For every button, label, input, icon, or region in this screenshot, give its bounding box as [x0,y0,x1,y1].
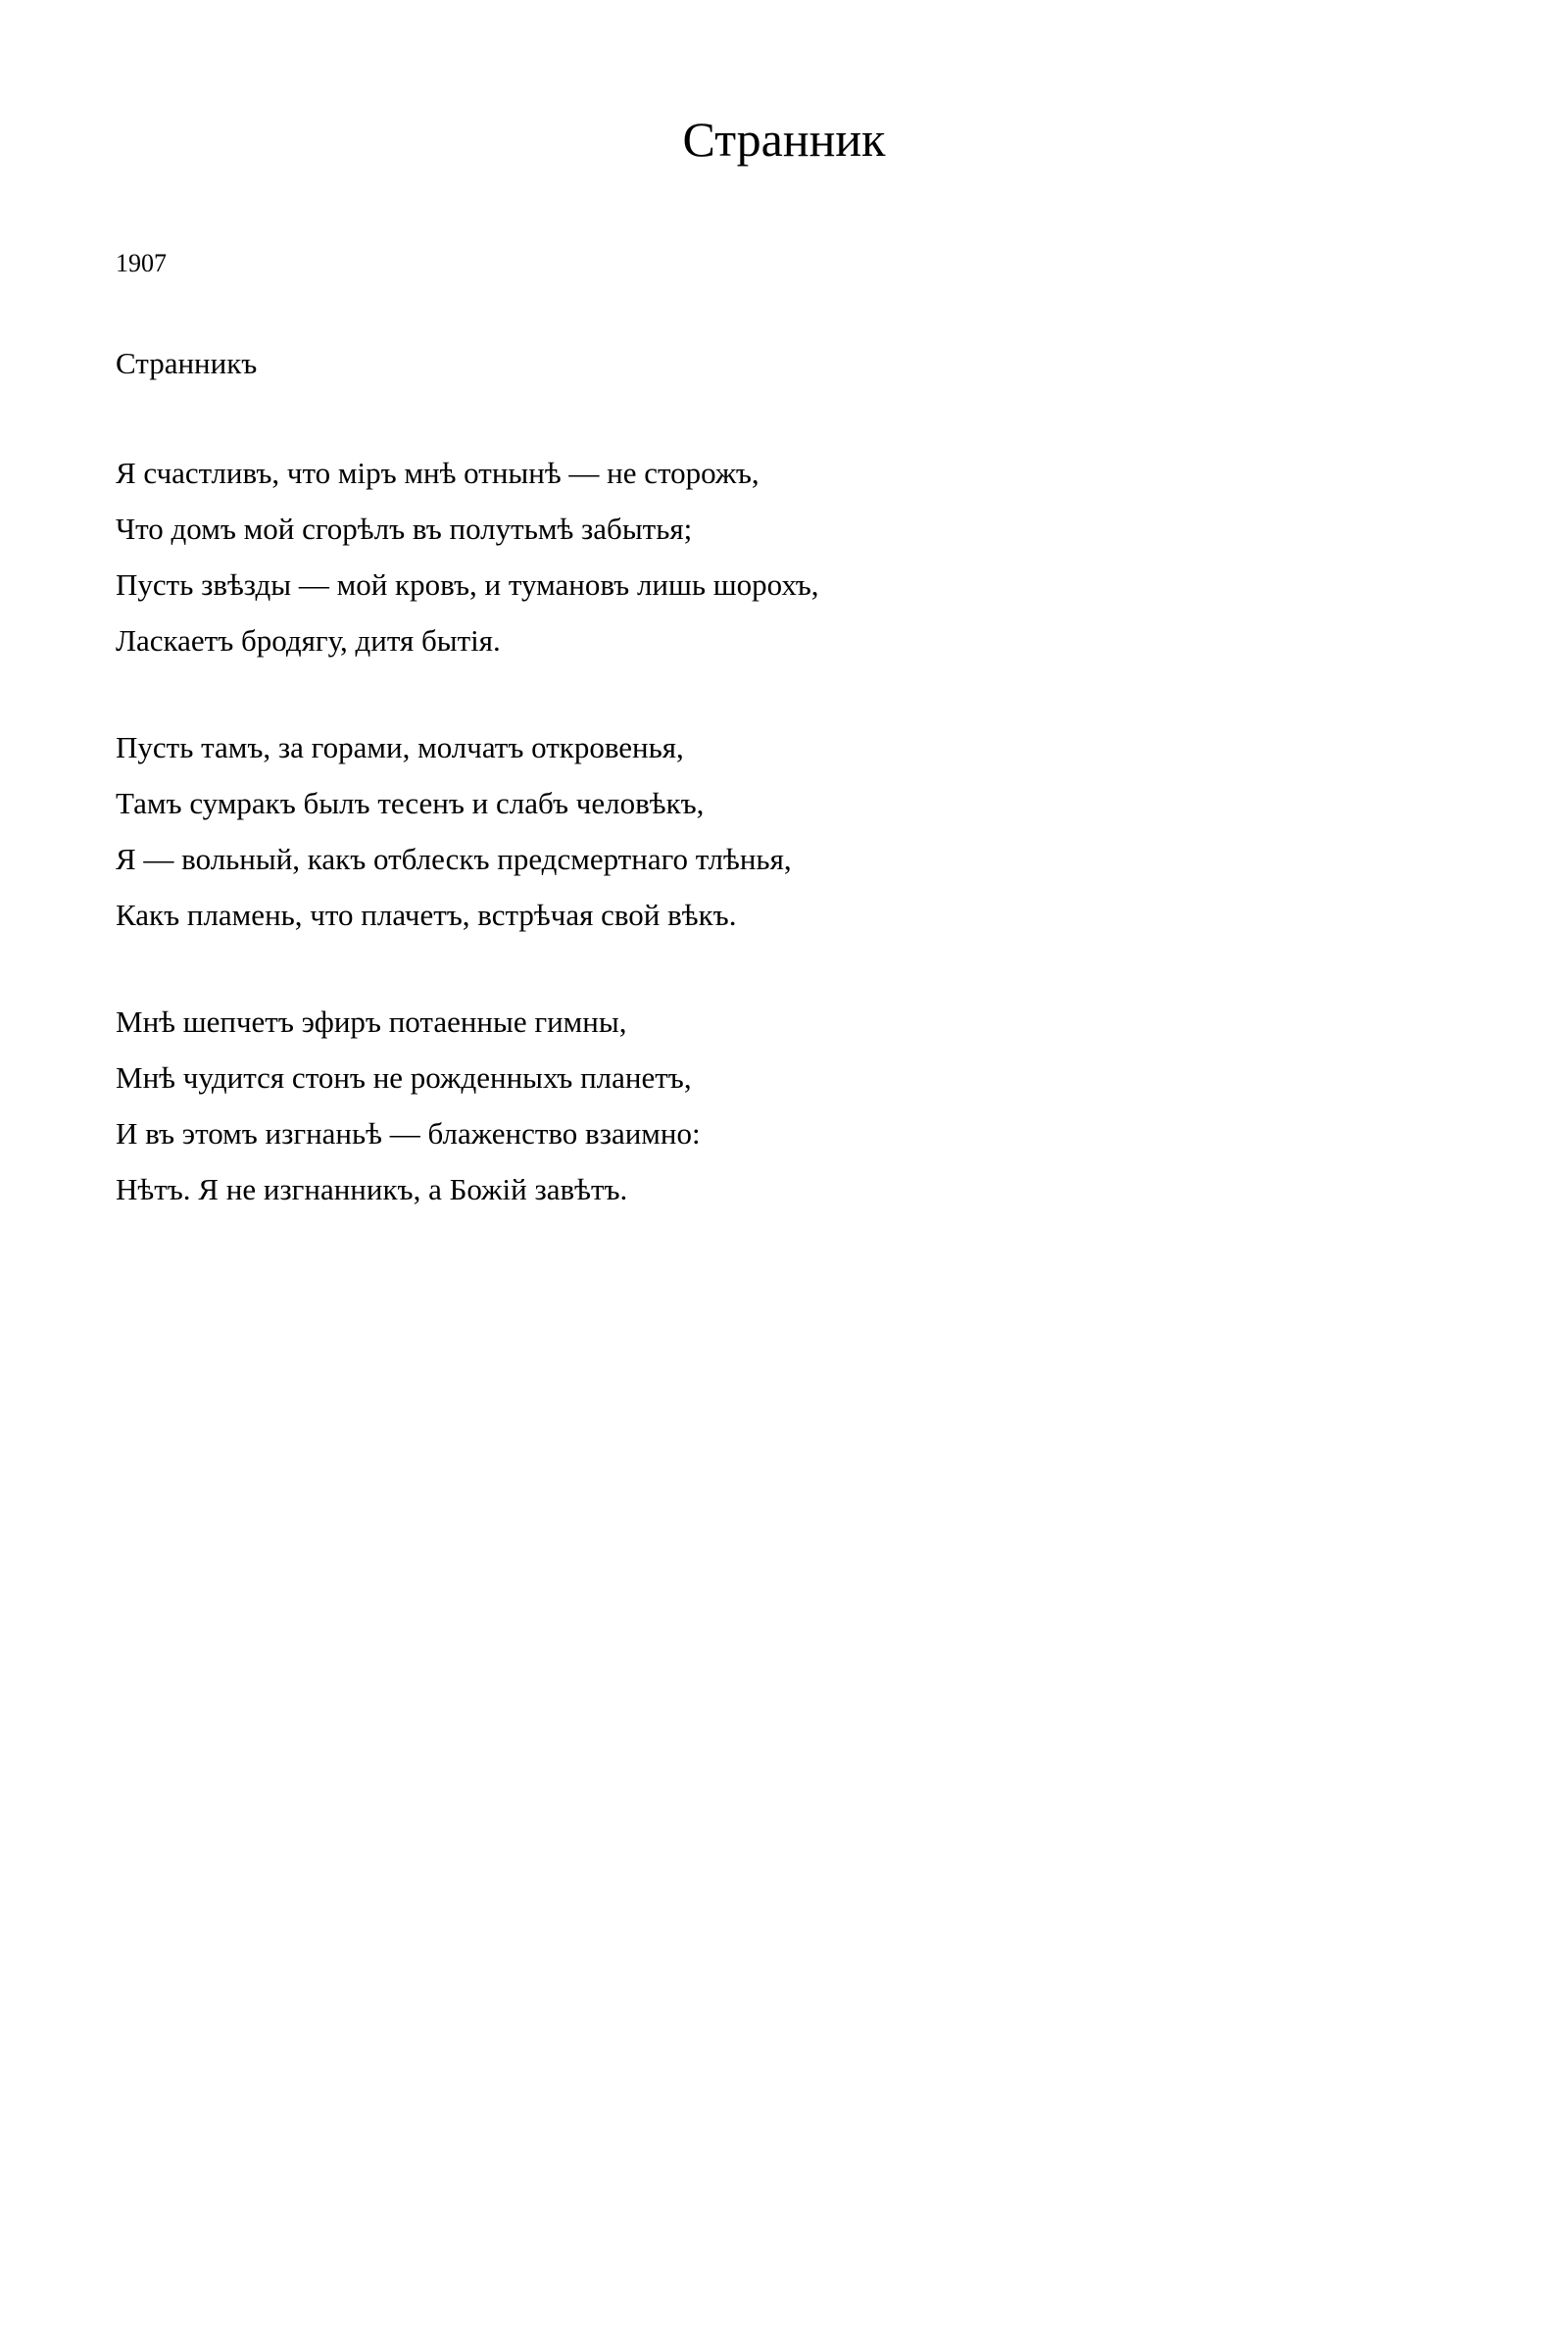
poem-line: И въ этомъ изгнаньѣ — блаженство взаимно: [116,1116,701,1151]
poem-line: Тамъ сумракъ былъ тесенъ и слабъ человѣкъ, [116,786,705,820]
poem-line: Пусть тамъ, за горами, молчатъ откровенья, [116,730,684,764]
stanza-2 [116,719,1480,943]
poem-line: Мнѣ чудится стонъ не рожденныхъ планетъ, [116,1060,692,1095]
poem-line: Ласкаетъ бродягу, дитя бытія. [116,623,501,658]
poem-line: Нѣтъ. Я не изгнанникъ, а Божій завѣтъ. [116,1172,628,1206]
page-title: Странник [682,112,886,167]
poem-line: Пусть звѣзды — мой кровъ, и тумановъ лишь шорохъ, [116,567,819,602]
poem-line: Я — вольный, какъ отблескъ предсмертнаго тлѣнья, [116,842,792,876]
stanza-3 [116,994,1480,1217]
poem-year: 1907 [116,249,167,277]
poem-line: Какъ пламень, что плачетъ, встрѣчая свой вѣкъ. [116,898,737,932]
poem-line: Что домъ мой сгорѣлъ въ полутьмѣ забытья; [116,512,693,546]
poem-line: Я счастливъ, что міръ мнѣ отнынѣ — не сторожъ, [116,456,760,490]
poem-line: Мнѣ шепчетъ эфиръ потаенные гимны, [116,1004,627,1039]
stanza-1 [116,445,1480,668]
poem-title: Странникъ [116,346,258,380]
